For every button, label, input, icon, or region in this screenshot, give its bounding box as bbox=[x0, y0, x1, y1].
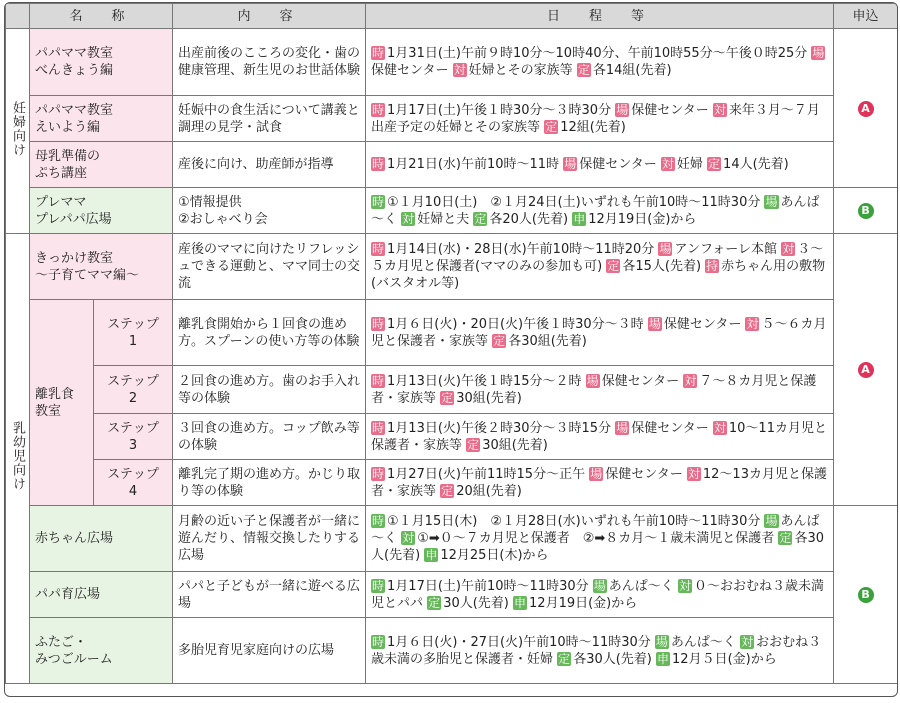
step-label: ステップ 1 bbox=[94, 300, 173, 366]
program-schedule: 時 1月６日(火)・27日(火)午前10時～11時30分 場 あんぱ～く 対 おおむね３歳未満の多胎児と保護者・妊婦 定 各30人(先着) 申 12月５日(金)から bbox=[366, 618, 834, 684]
place-tag: 場 bbox=[564, 157, 577, 171]
capacity-tag: 定 bbox=[577, 63, 590, 77]
program-content: ①情報提供 ②おしゃべり会 bbox=[173, 188, 366, 234]
capacity-tag: 定 bbox=[467, 437, 480, 452]
time-tag: 時 bbox=[372, 316, 385, 331]
target-tag: 対 bbox=[782, 242, 795, 256]
step-label: ステップ 2 bbox=[94, 366, 173, 414]
target-tag: 対 bbox=[402, 211, 415, 226]
apply-cell bbox=[834, 188, 898, 234]
target-tag: 対 bbox=[684, 373, 697, 388]
capacity-tag: 定 bbox=[441, 390, 454, 405]
apply-cell bbox=[834, 506, 898, 684]
header-name: 名 称 bbox=[30, 4, 173, 29]
header-apply: 申込 bbox=[834, 4, 898, 29]
apply-mark-a: A bbox=[858, 362, 874, 378]
schedule-table bbox=[5, 3, 898, 684]
schedule-table-frame bbox=[4, 2, 898, 697]
place-tag: 場 bbox=[765, 194, 778, 209]
apply-mark-b: B bbox=[858, 203, 874, 219]
capacity-tag: 定 bbox=[558, 651, 571, 666]
time-tag: 時 bbox=[372, 578, 385, 593]
capacity-tag: 定 bbox=[441, 483, 454, 498]
place-tag: 場 bbox=[593, 578, 606, 593]
step-label: ステップ 3 bbox=[94, 414, 173, 460]
table-row bbox=[6, 188, 898, 234]
program-content: 産後に向け、助産師が指導 bbox=[173, 142, 366, 188]
table-row bbox=[6, 142, 898, 188]
table-row bbox=[6, 234, 898, 300]
program-schedule: 時 1月17日(土)午前10時～11時30分 場 あんぱ～く 対 ０～おおむね３歳未満児とパパ 定 30人(先着) 申 12月19日(金)から bbox=[366, 572, 834, 618]
program-name: パパ育広場 bbox=[30, 572, 173, 618]
table-row bbox=[6, 460, 898, 506]
apply-cell bbox=[834, 234, 898, 506]
weaning-class-name: 離乳食 教室 bbox=[30, 300, 94, 506]
table-row bbox=[6, 618, 898, 684]
program-schedule: 時 1月13日(火)午後１時15分～２時 場 保健センター 対 ７～８カ月児と保護者・家族等 定 30組(先着) bbox=[366, 366, 834, 414]
place-tag: 場 bbox=[659, 242, 672, 256]
time-tag: 時 bbox=[372, 466, 385, 481]
program-content: 出産前後のこころの変化・歯の健康管理、新生児のお世話体験 bbox=[173, 29, 366, 96]
group-pregnant: 妊婦向け bbox=[6, 29, 30, 234]
program-schedule: 時 1月13日(火)午後２時30分～３時15分 場 保健センター 対 10～11カ月児と保護者・家族等 定 30組(先着) bbox=[366, 414, 834, 460]
place-tag: 場 bbox=[812, 46, 825, 60]
program-schedule: 時 ①１月15日(木) ②１月28日(水)いずれも午前10時～11時30分 場 あんぱ～く 対 ①➡０～７カ月児と保護者 ②➡８カ月～１歳未満児と保護者 定 各30人(先着) 申 12月25日(木)から bbox=[366, 506, 834, 572]
capacity-tag: 定 bbox=[545, 119, 558, 134]
place-tag: 場 bbox=[616, 102, 629, 117]
time-tag: 時 bbox=[372, 157, 385, 171]
program-schedule: 時 1月17日(土)午後１時30分～３時30分 場 保健センター 対 来年３月～７月出産予定の妊婦とその家族等 定 12組(先着) bbox=[366, 96, 834, 142]
place-tag: 場 bbox=[648, 316, 661, 331]
apply-cell bbox=[834, 29, 898, 188]
program-schedule: 時 1月31日(土)午前９時10分～10時40分、午前10時55分～午後０時25分 場保健センター 対 妊婦とその家族等 定 各14組(先着) bbox=[366, 29, 834, 96]
time-tag: 時 bbox=[372, 634, 385, 649]
apply-tag: 申 bbox=[425, 548, 438, 562]
target-tag: 対 bbox=[741, 634, 754, 649]
program-name: パパママ教室 べんきょう編 bbox=[30, 29, 173, 96]
time-tag: 時 bbox=[372, 514, 385, 528]
program-name: きっかけ教室 ～子育てママ編～ bbox=[30, 234, 173, 300]
table-row bbox=[6, 29, 898, 96]
target-tag: 対 bbox=[687, 466, 700, 481]
table-row bbox=[6, 572, 898, 618]
program-content: 産後のママに向けたリフレッシュできる運動と、ママ同士の交流 bbox=[173, 234, 366, 300]
target-tag: 対 bbox=[678, 578, 691, 593]
time-tag: 時 bbox=[372, 102, 385, 117]
program-schedule: 時 1月21日(水)午前10時～11時 場 保健センター 対 妊婦 定 14人(先着) bbox=[366, 142, 834, 188]
group-infant: 乳幼児向け bbox=[6, 234, 30, 684]
capacity-tag: 定 bbox=[428, 595, 441, 610]
program-content: ３回食の進め方。コップ飲み等の体験 bbox=[173, 414, 366, 460]
program-name: ふたご・ みつごルーム bbox=[30, 618, 173, 684]
header-group bbox=[6, 4, 30, 29]
capacity-tag: 定 bbox=[779, 531, 792, 545]
program-schedule: 時 ①１月10日(土) ②１月24日(土)いずれも午前10時～11時30分 場 あんぱ～く 対 妊婦と夫 定 各20人(先着) 申 12月19日(金)から bbox=[366, 188, 834, 234]
table-row bbox=[6, 506, 898, 572]
table-row bbox=[6, 414, 898, 460]
header-row bbox=[6, 4, 898, 29]
target-tag: 対 bbox=[746, 316, 759, 331]
header-content: 内 容 bbox=[173, 4, 366, 29]
apply-tag: 申 bbox=[657, 651, 670, 666]
capacity-tag: 定 bbox=[708, 157, 721, 171]
program-schedule: 時 1月６日(火)・20日(火)午後１時30分～３時 場 保健センター 対 ５～６カ月児と保護者・家族等 定 各30組(先着) bbox=[366, 300, 834, 366]
table-row bbox=[6, 96, 898, 142]
program-content: 月齢の近い子と保護者が一緒に遊んだり、情報交換したりする広場 bbox=[173, 506, 366, 572]
place-tag: 場 bbox=[616, 420, 629, 435]
place-tag: 場 bbox=[655, 634, 668, 649]
apply-mark-b: B bbox=[858, 587, 874, 603]
time-tag: 時 bbox=[372, 46, 385, 60]
bring-tag: 持 bbox=[706, 259, 719, 273]
program-name: 母乳準備の ぷち講座 bbox=[30, 142, 173, 188]
capacity-tag: 定 bbox=[607, 259, 620, 273]
program-content: 多胎児育児家庭向けの広場 bbox=[173, 618, 366, 684]
place-tag: 場 bbox=[590, 466, 603, 481]
program-schedule: 時 1月14日(水)・28日(水)午前10時～11時20分 場 アンフォーレ本館 対 ３～５カ月児と保護者(ママのみの参加も可) 定 各15人(先着) 持 赤ちゃん用の敷物(バスタオル等) bbox=[366, 234, 834, 300]
program-content: 離乳食開始から１回食の進め方。スプーンの使い方等の体験 bbox=[173, 300, 366, 366]
apply-tag: 申 bbox=[514, 595, 527, 610]
header-schedule: 日 程 等 bbox=[366, 4, 834, 29]
time-tag: 時 bbox=[372, 420, 385, 435]
program-content: パパと子どもが一緒に遊べる広場 bbox=[173, 572, 366, 618]
target-tag: 対 bbox=[713, 102, 726, 117]
target-tag: 対 bbox=[402, 531, 415, 545]
capacity-tag: 定 bbox=[474, 211, 487, 226]
place-tag: 場 bbox=[765, 514, 778, 528]
program-name: 赤ちゃん広場 bbox=[30, 506, 173, 572]
step-label: ステップ 4 bbox=[94, 460, 173, 506]
target-tag: 対 bbox=[713, 420, 726, 435]
program-content: 妊娠中の食生活について講義と調理の見学・試食 bbox=[173, 96, 366, 142]
apply-mark-a: A bbox=[858, 101, 874, 117]
program-content: 離乳完了期の進め方。かじり取り等の体験 bbox=[173, 460, 366, 506]
table-row bbox=[6, 366, 898, 414]
target-tag: 対 bbox=[661, 157, 674, 171]
program-content: ２回食の進め方。歯のお手入れ等の体験 bbox=[173, 366, 366, 414]
target-tag: 対 bbox=[453, 63, 466, 77]
capacity-tag: 定 bbox=[493, 333, 506, 348]
time-tag: 時 bbox=[372, 373, 385, 388]
table-row bbox=[6, 300, 898, 366]
program-schedule: 時 1月27日(火)午前11時15分～正午 場 保健センター 対 12～13カ月児と保護者・家族等 定 20組(先着) bbox=[366, 460, 834, 506]
program-name: プレママ プレパパ広場 bbox=[30, 188, 173, 234]
time-tag: 時 bbox=[372, 194, 385, 209]
time-tag: 時 bbox=[372, 242, 385, 256]
place-tag: 場 bbox=[586, 373, 599, 388]
apply-tag: 申 bbox=[573, 211, 586, 226]
program-name: パパママ教室 えいよう編 bbox=[30, 96, 173, 142]
